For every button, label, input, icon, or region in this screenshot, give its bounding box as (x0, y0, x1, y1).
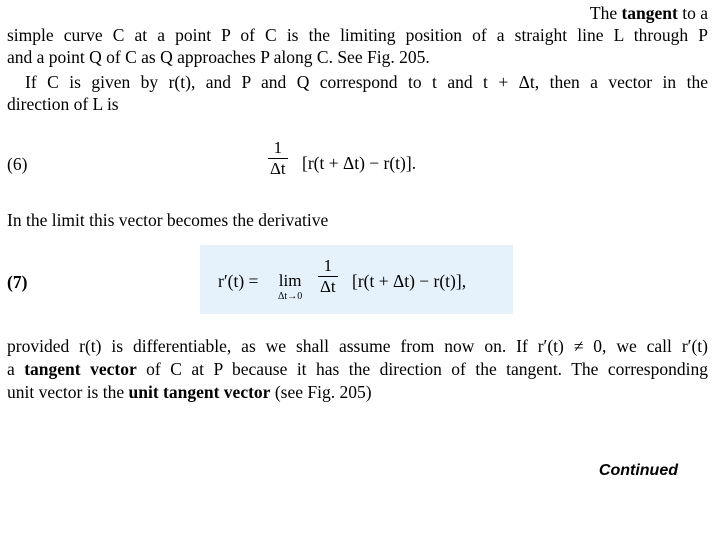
paragraph2-line2: direction of L is (7, 94, 119, 114)
text: to a (677, 3, 708, 23)
paragraph1-line2: simple curve C at a point P of C is the limiting position of a straight line L through P (7, 25, 708, 45)
text: of C at P because it has the direction of the tangent. The corresponding (136, 359, 708, 379)
continued-label: Continued (598, 462, 678, 479)
term-unit-tangent-vector: unit tangent vector (128, 382, 271, 402)
limit-subscript: Δt→0 (278, 291, 303, 302)
term-tangent: tangent (621, 3, 678, 23)
equation-7-lhs: r′(t) = (218, 271, 259, 291)
equation-7-expression: [r(t + Δt) − r(t)], (352, 271, 467, 291)
paragraph4-line2 (7, 358, 708, 380)
fraction-denominator: Δt (320, 277, 336, 297)
text: a (7, 359, 25, 379)
text: The (589, 3, 622, 23)
paragraph4-line3 (7, 381, 372, 403)
text: (see Fig. 205) (270, 382, 372, 402)
term-tangent-vector: tangent vector (24, 359, 137, 379)
paragraph4-line1: provided r(t) is differentiable, as we shall assume from now on. If r′(t) ≠ 0, we call r′(t) (7, 336, 708, 356)
equation-7-fraction (318, 256, 338, 297)
paragraph3-text: In the limit this vector becomes the derivative (7, 210, 329, 230)
equation-6-label: (6) (7, 154, 28, 174)
limit-word: lim (278, 271, 302, 290)
paragraph2-line1: If C is given by r(t), and P and Q correspond to t and t + Δt, then a vector in the (25, 72, 708, 92)
equation-7-label: (7) (7, 272, 28, 292)
equation-6-fraction (268, 138, 288, 179)
paragraph1-line1 (590, 2, 708, 24)
equation-6-expression: [r(t + Δt) − r(t)]. (302, 153, 417, 173)
fraction-numerator: 1 (273, 138, 283, 157)
fraction-numerator: 1 (323, 256, 333, 275)
fraction-denominator: Δt (270, 159, 286, 179)
text: unit vector is the (7, 382, 129, 402)
paragraph1-line3: and a point Q of C as Q approaches P along C. See Fig. 205. (7, 47, 430, 67)
equation-7-limit (278, 271, 302, 302)
